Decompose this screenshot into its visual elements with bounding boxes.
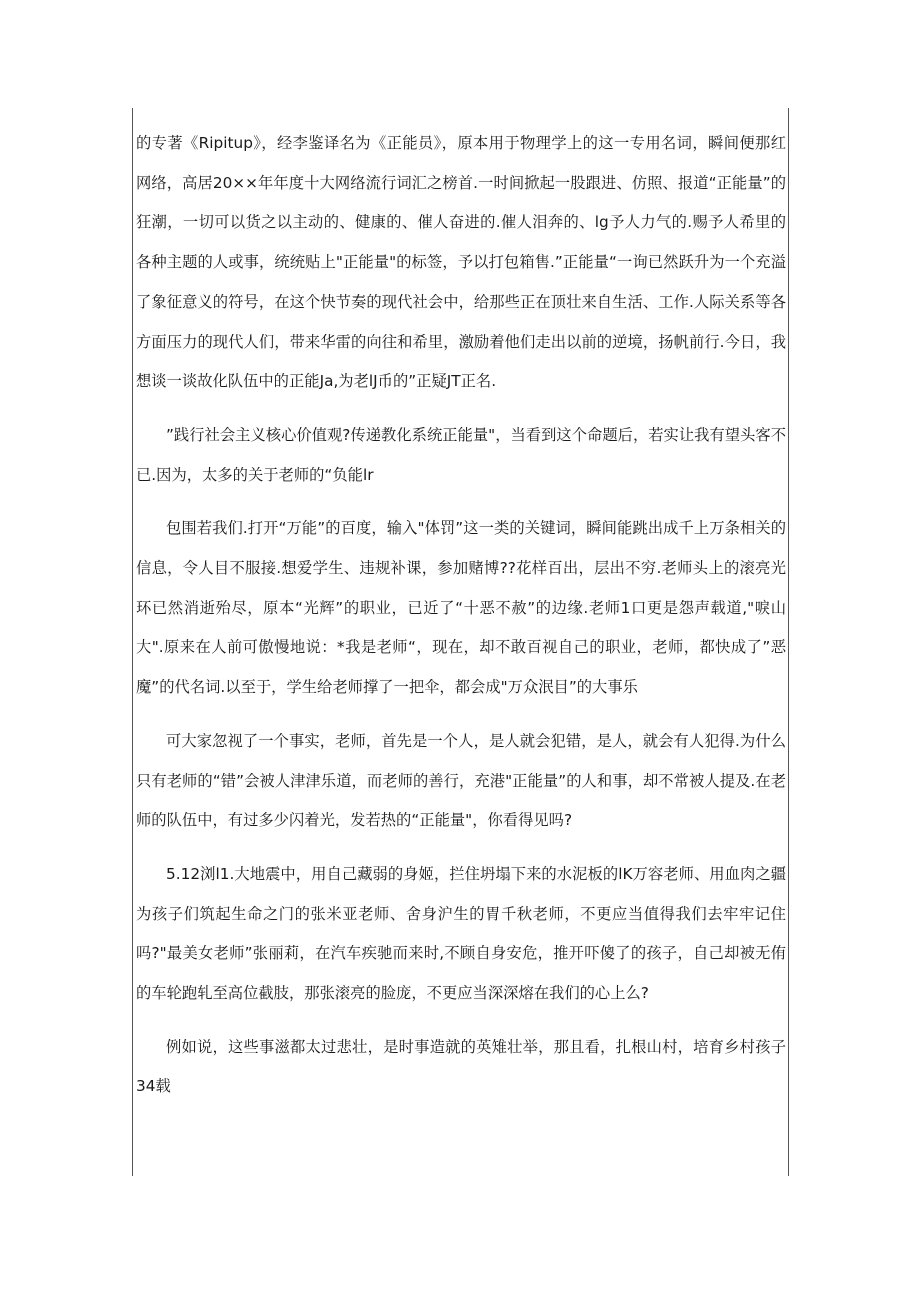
paragraph-6: 例如说，这些事滋都太过悲壮，是时事造就的英雉壮举，那且看，扎根山村，培育乡村孩子34载 xyxy=(136,1037,786,1096)
paragraph-2: ”践行社会主义核心价值观?传递教化系统正能量"，当看到这个命题后，若实让我有望头客不已.因为，太多的关于老师的“负能lr xyxy=(136,425,786,484)
document-body xyxy=(136,124,786,1107)
paragraph-1: 的专著《Ripitup》，经李鉴译名为《正能员》，原本用于物理学上的这一专用名词，瞬间便那红网络，高居20××年年度十大网络流行词汇之榜首.一时间掀起一股跟进、仿照、报道“正能量”的狂潮，一切可以货之以主动的、健康的、催人奋进的.催人泪奔的、lg予人力气的.赐予人希里的各种主题的人或事，统统贴上"正能量"的标签，予以打包箱售.”正能量“一询已然跃升为一个充溢了象征意义的符号，在这个快节奏的现代社会中，给那些正在顶壮来自生活、工作.人际关系等各方面压力的现代人们，带来华雷的向往和希里，激励着他们走出以前的逆境，扬帆前行.今日，我想谈一谈故化队伍中的正能Ja,为老lJ币的”正疑JT正名. xyxy=(136,134,786,391)
paragraph-3: 包围若我们.打开“万能”的百度，输入"体罚”这一类的关键词，瞬间能跳出成千上万条相关的信息，令人目不服接.想爱学生、违规补课，参加赌博??花样百出，层出不穷.老师头上的滚亮光环已然消逝殆尽，原本“光辉”的职业，已近了“十恶不赦”的边缘.老师1口更是怨声载道,"唳山大".原来在人前可傲慢地说：*我是老师“，现在，却不敢百视自己的职业，老师，都快成了”恶魔”的代名词.以至于，学生给老师撑了一把伞，都会成"万众泯目”的大事乐 xyxy=(136,519,786,697)
right-margin-rule xyxy=(788,108,789,1176)
left-margin-rule xyxy=(132,108,133,1176)
paragraph-5: 5.12浏l1.大地震中，用自己藏弱的身姬，拦住坍塌下来的水泥板的lK万容老师、用血肉之疆为孩子们筑起生命之门的张米亚老师、舍身沪生的胃千秋老师，不更应当值得我们去牢牢记住吗?"最美女老师”张丽莉，在汽车疾驰而来时,不顾自身安危，推开吓傻了的孩子，自己却被无侑的车轮跑轧至高位截肢，那张滚亮的脸庞，不更应当深深熔在我们的心上么? xyxy=(136,864,786,1003)
paragraph-4: 可大家忽视了一个事实，老师，首先是一个人，是人就会犯错，是人，就会有人犯得.为什么只有老师的“错”会被人津津乐道，而老师的善行，充港"正能量”的人和事，却不常被人提及.在老师的队伍中，有过多少闪着光，发若热的“正能量"，你看得见吗? xyxy=(136,731,786,830)
